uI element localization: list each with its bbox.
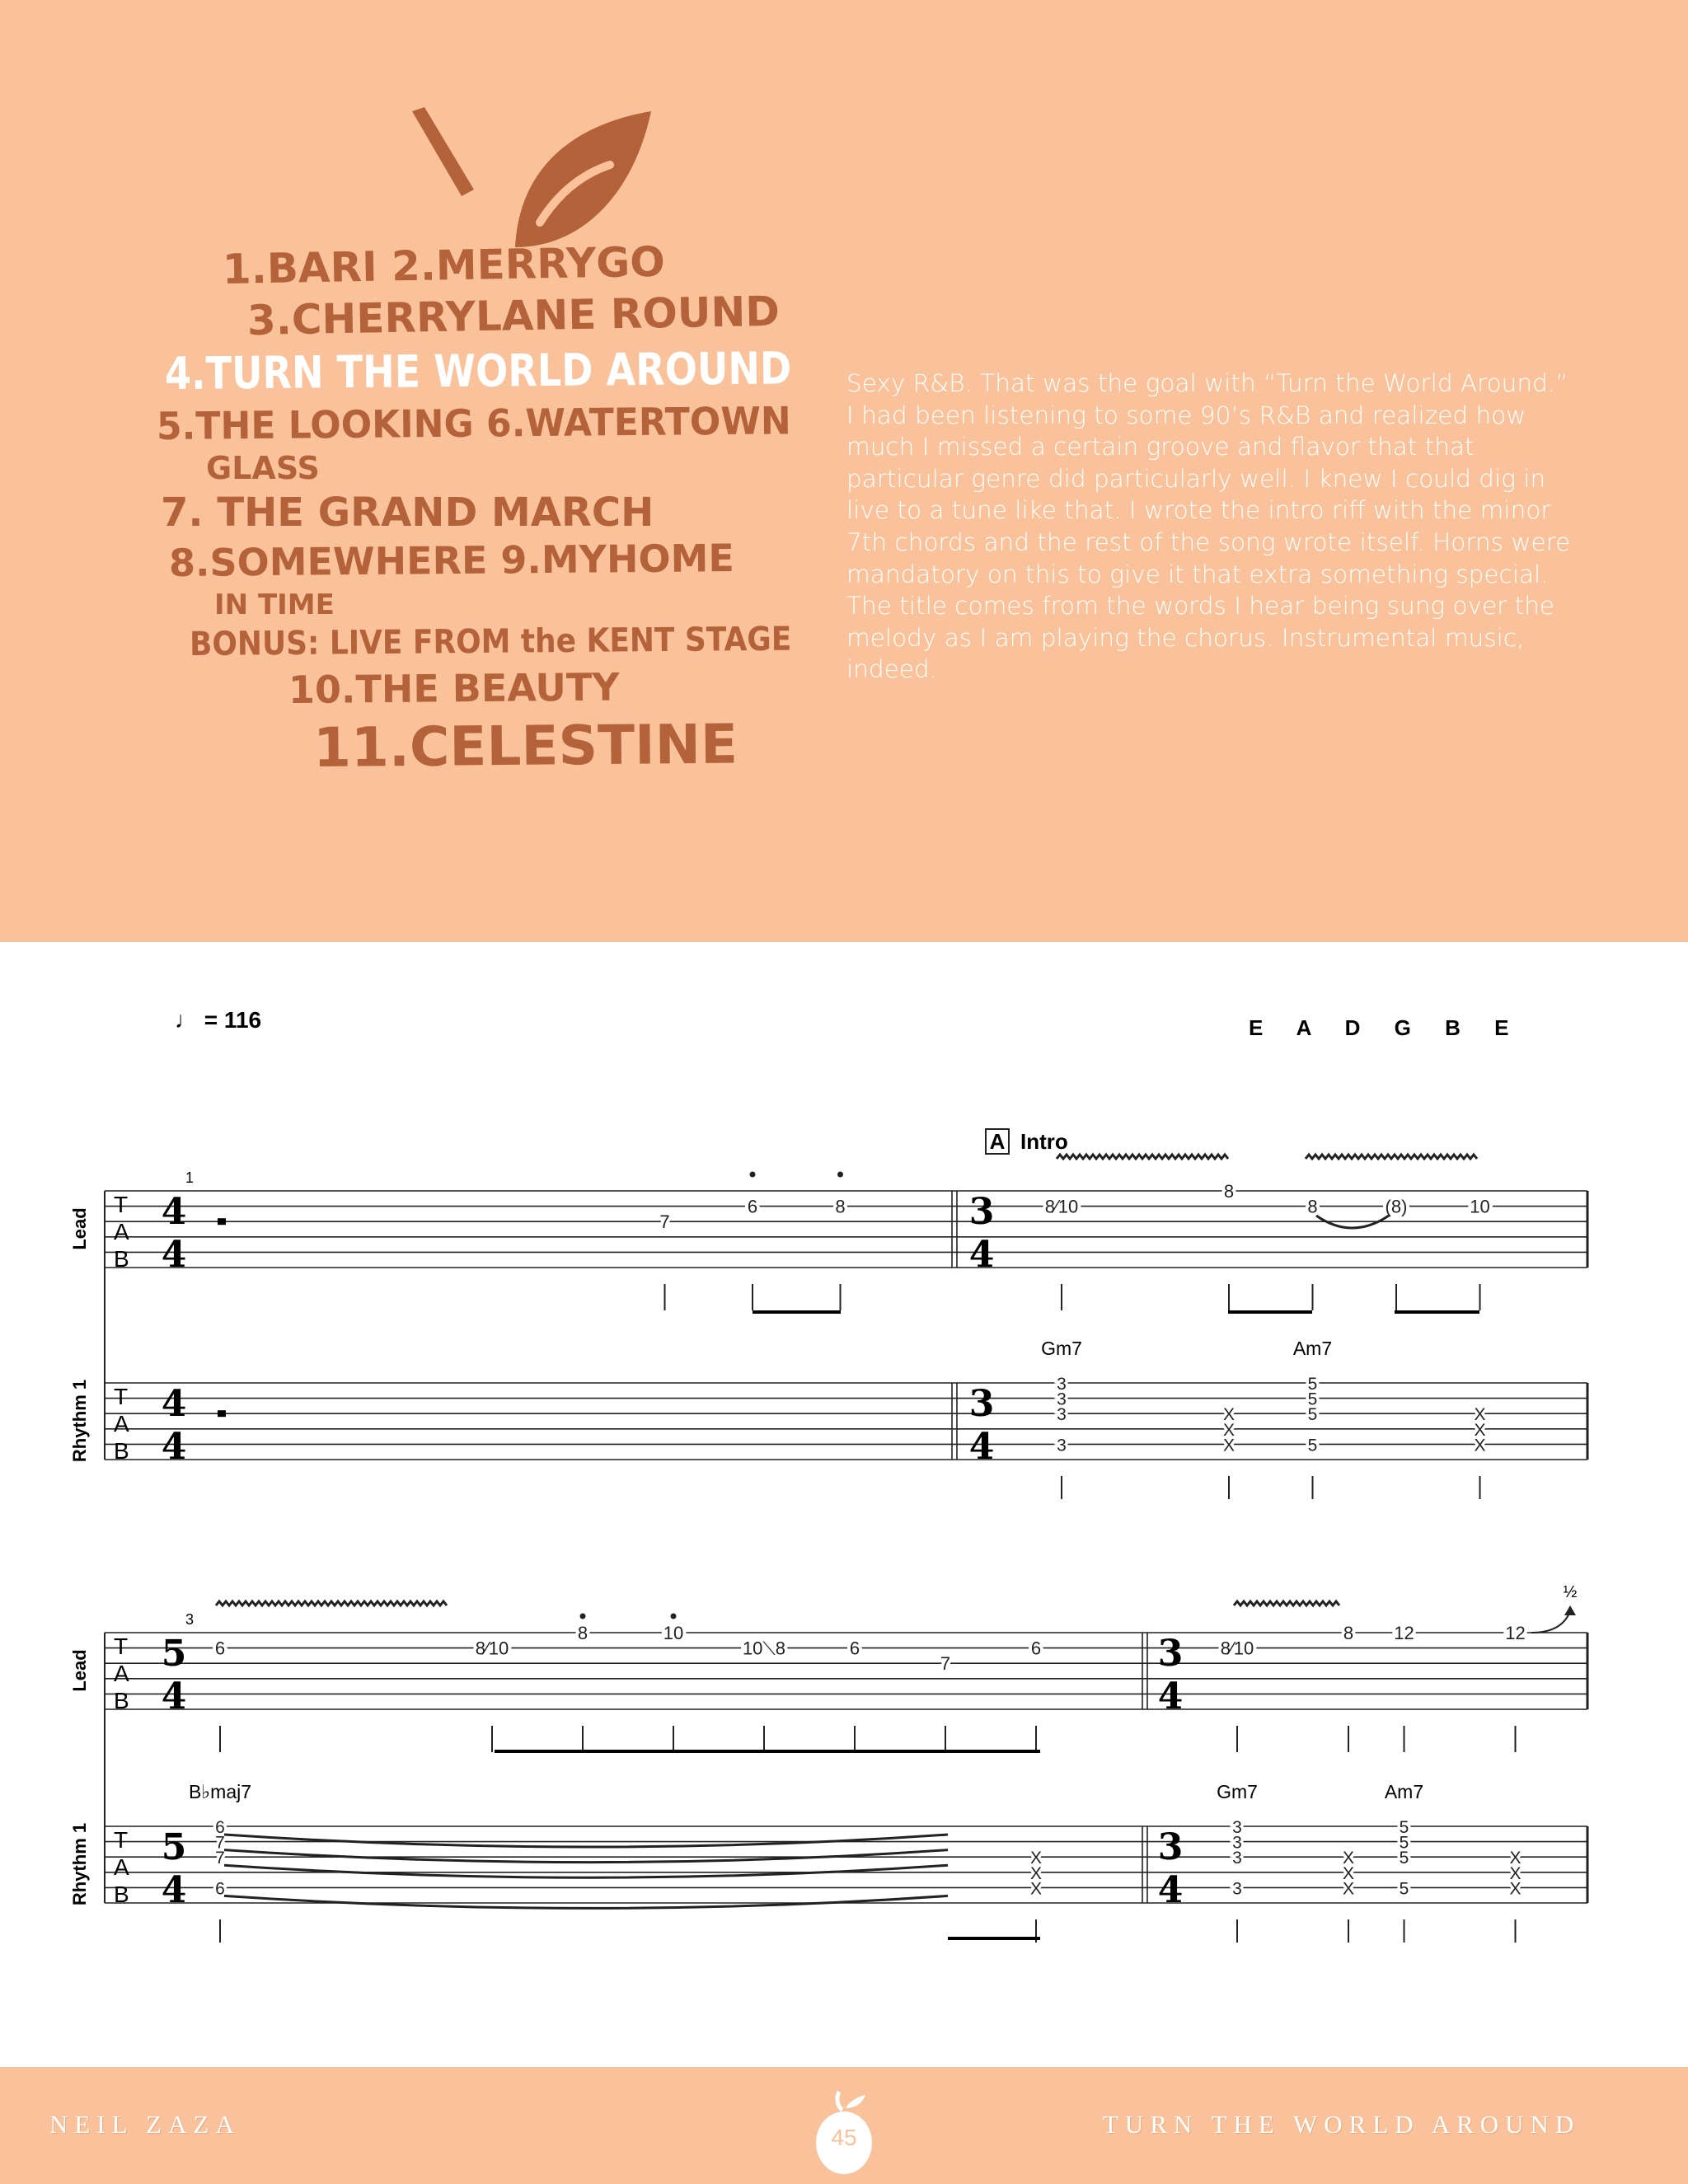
fret-number: 7 (215, 1833, 225, 1853)
fret-number: X (1222, 1436, 1236, 1455)
quarter-note-icon: ♩ (175, 1007, 198, 1033)
chord-name: Am7 (1292, 1338, 1333, 1359)
fret-number: 8 (1223, 1181, 1235, 1202)
fret-number: X (1222, 1420, 1236, 1440)
note-beam (767, 1750, 1040, 1753)
fret-number: 8⁄10 (475, 1638, 509, 1659)
fret-number: 6 (1030, 1638, 1042, 1659)
tab-clef: B (114, 1246, 129, 1272)
fret-number: 12 (1394, 1623, 1414, 1643)
tab-clef: T (114, 1192, 129, 1217)
chord-name: Gm7 (1217, 1781, 1258, 1802)
time-signature-top: 3 (968, 1383, 995, 1425)
fret-number: 3 (1232, 1849, 1242, 1868)
time-signature-top: 4 (161, 1191, 187, 1233)
track-title: BONUS: LIVE FROM the KENT STAGE (189, 620, 792, 663)
track-title: 8.SOMEWHERE 9.MYHOME (168, 536, 735, 585)
time-signature-bottom: 4 (161, 1675, 187, 1718)
tab-clef: B (114, 1882, 129, 1907)
staccato-dot (750, 1172, 756, 1178)
fret-number: 7 (659, 1212, 670, 1233)
staccato-dot (580, 1614, 586, 1619)
time-signature-bottom: 4 (161, 1234, 187, 1276)
tie-arc (224, 1850, 948, 1863)
time-signature-bottom: 4 (1157, 1675, 1184, 1718)
note-beam (1228, 1310, 1312, 1314)
time-signature-top: 5 (161, 1633, 187, 1675)
tab-clef: A (114, 1411, 129, 1436)
time-signature-top: 3 (1157, 1633, 1184, 1675)
fret-number: X (1029, 1879, 1043, 1899)
fret-number: 7 (215, 1849, 225, 1868)
time-signature-top: 3 (968, 1191, 995, 1233)
vibrato-mark (1234, 1601, 1339, 1605)
tab-clef: A (114, 1219, 129, 1244)
vibrato-mark (1057, 1155, 1228, 1159)
fret-number: 8⁄10 (1220, 1638, 1254, 1659)
tab-clef: A (114, 1854, 129, 1880)
chord-name: Gm7 (1041, 1338, 1082, 1359)
fret-number: X (1509, 1879, 1522, 1899)
song-description: Sexy R&B. That was the goal with “Turn the World Around.” I had been listening to some 90’s R&B and realized how much I missed a certain groove and flavor that that particular genre did particularly well. I knew I could dig in live to a tune like that. I wrote the intro riff with the minor 7th chords and the rest of the song wrote itself. Horns were mandatory on this to give it that extra something special. The title comes from the words I hear being sung over the melody as I am playing the chorus. Instrumental music, indeed. (846, 369, 1571, 684)
track-title: 1.BARI 2.MERRYGO (222, 237, 666, 293)
chord-name: B♭maj7 (188, 1781, 252, 1802)
footer-song-title: TURN THE WORLD AROUND (1103, 2110, 1581, 2139)
note-beam (1395, 1310, 1479, 1314)
fret-number: 5 (1307, 1390, 1318, 1409)
fret-number: 3 (1232, 1818, 1242, 1837)
fret-number: 3 (1232, 1879, 1242, 1899)
track-title: 5.THE LOOKING 6.WATERTOWN (156, 398, 791, 448)
tuning: E A D G B E (1249, 1015, 1511, 1040)
track-title: 4.TURN THE WORLD AROUND (164, 342, 792, 400)
fret-number: X (1342, 1863, 1355, 1883)
track-title: 11.CELESTINE (312, 712, 738, 780)
fret-number: X (1509, 1863, 1522, 1883)
fret-number: X (1474, 1405, 1486, 1425)
fret-number: 5 (1307, 1436, 1318, 1455)
page-badge (814, 2085, 874, 2176)
tab-clef: T (114, 1384, 129, 1409)
measure-number: 1 (185, 1169, 195, 1186)
fret-number: X (1029, 1849, 1043, 1868)
footer (0, 2067, 1688, 2184)
fret-number: X (1474, 1420, 1486, 1440)
vibrato-mark (1306, 1155, 1477, 1159)
part-label: Rhythm 1 (69, 1822, 90, 1906)
tie-arc (224, 1835, 948, 1847)
fret-number: 6 (747, 1196, 758, 1217)
fret-number: 5 (1399, 1833, 1409, 1853)
track-title: 7. THE GRAND MARCH (161, 490, 654, 536)
track-title: 3.CHERRYLANE ROUND (246, 287, 781, 344)
fret-number: 10 (663, 1623, 684, 1643)
fret-number: 12 (1505, 1623, 1526, 1643)
fret-number: 10 (1470, 1196, 1490, 1217)
fret-number: 6 (214, 1638, 226, 1659)
bend-arrow (1531, 1611, 1570, 1633)
fret-number: 6 (849, 1638, 860, 1659)
footer-artist: NEIL ZAZA (49, 2110, 241, 2139)
fret-number: 10⟍8 (742, 1638, 786, 1659)
part-label: Lead (69, 1649, 90, 1692)
fret-number: 6 (215, 1818, 225, 1837)
fret-number: 3 (1057, 1390, 1067, 1409)
fret-number: 3 (1057, 1436, 1067, 1455)
tab-clef: B (114, 1438, 129, 1464)
fret-number: X (1474, 1436, 1486, 1455)
note-beam (948, 1937, 1040, 1940)
rehearsal-letter: A (989, 1129, 1006, 1154)
fret-number: 8 (1307, 1196, 1318, 1217)
time-signature-top: 4 (161, 1383, 187, 1425)
vibrato-mark (216, 1601, 447, 1605)
fret-number: 5 (1399, 1879, 1409, 1899)
time-signature-bottom: 4 (968, 1234, 995, 1276)
fret-number: 3 (1057, 1405, 1067, 1425)
whole-rest (218, 1218, 226, 1225)
track-title: GLASS (206, 450, 320, 486)
fret-number: 5 (1307, 1405, 1318, 1425)
part-label: Rhythm 1 (69, 1379, 90, 1463)
staccato-dot (837, 1172, 843, 1178)
fret-number: 5 (1307, 1375, 1318, 1394)
fret-number: 8 (577, 1623, 588, 1643)
fret-number: X (1509, 1849, 1522, 1868)
fret-number: 6 (215, 1879, 225, 1899)
whole-rest (218, 1410, 226, 1417)
tempo-value: = 116 (204, 1007, 262, 1033)
note-beam (753, 1310, 841, 1314)
fret-number: X (1222, 1405, 1236, 1425)
time-signature-top: 5 (161, 1826, 187, 1868)
fret-number: 5 (1399, 1849, 1409, 1868)
part-label: Lead (69, 1207, 90, 1250)
fret-number: 5 (1399, 1818, 1409, 1837)
staccato-dot (671, 1614, 677, 1619)
tie-arc (224, 1865, 948, 1877)
fret-number: 7 (940, 1653, 951, 1675)
time-signature-bottom: 4 (161, 1426, 187, 1468)
time-signature-bottom: 4 (968, 1426, 995, 1468)
fret-number: 3 (1057, 1375, 1067, 1394)
chord-name: Am7 (1384, 1781, 1424, 1802)
fret-number: X (1029, 1863, 1043, 1883)
fret-number: X (1342, 1879, 1355, 1899)
tie-arc (224, 1896, 948, 1908)
fret-number: 8 (1343, 1623, 1354, 1643)
time-signature-bottom: 4 (161, 1869, 187, 1911)
fret-number: 8⁄10 (1044, 1196, 1079, 1217)
track-title: IN TIME (214, 588, 335, 621)
track-title: 10.THE BEAUTY (288, 664, 620, 712)
page-number: 45 (831, 2125, 857, 2150)
measure-number: 3 (185, 1611, 195, 1628)
tab-clef: B (114, 1688, 129, 1713)
tab-clef: T (114, 1633, 129, 1659)
tab-clef: A (114, 1661, 129, 1686)
bend-amount: ½ (1563, 1583, 1578, 1601)
time-signature-bottom: 4 (1157, 1869, 1184, 1911)
fret-number: (8) (1385, 1196, 1408, 1217)
fret-number: X (1342, 1849, 1355, 1868)
time-signature-top: 3 (1157, 1826, 1184, 1868)
bend-arrowhead (1564, 1605, 1576, 1615)
fret-number: 8 (835, 1196, 846, 1217)
tab-clef: T (114, 1827, 129, 1853)
section-name: Intro (1020, 1129, 1068, 1154)
fret-number: 3 (1232, 1833, 1242, 1853)
